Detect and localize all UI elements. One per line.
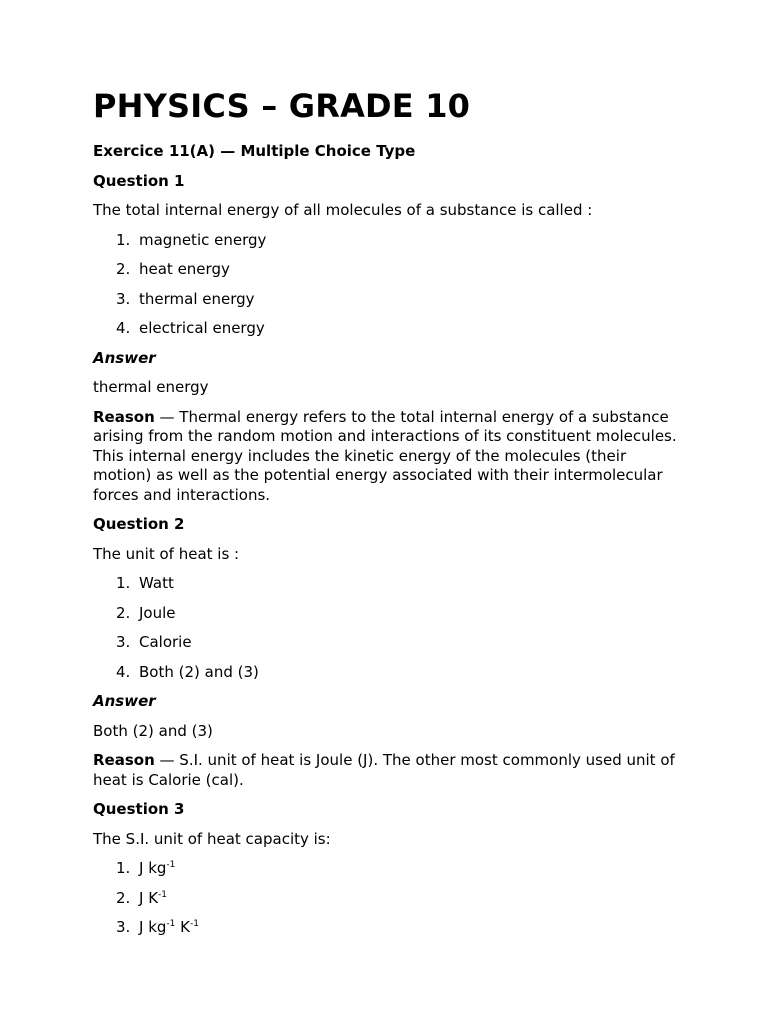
question-2-heading: Question 2 — [93, 515, 185, 533]
option-number: 1. — [116, 230, 131, 249]
option-number: 2. — [116, 888, 131, 907]
unit-base: K — [175, 918, 190, 936]
option-text: heat energy — [139, 260, 230, 278]
unit-base: J kg — [139, 859, 167, 877]
option-text: electrical energy — [139, 319, 265, 337]
question-3-heading: Question 3 — [93, 800, 185, 818]
unit-exponent: -1 — [166, 919, 176, 929]
option-number: 1. — [116, 574, 131, 592]
option-text: Joule — [139, 603, 176, 622]
question-1-options — [93, 231, 683, 339]
option-text: magnetic energy — [139, 230, 267, 249]
document-page — [93, 86, 683, 948]
page-title: PHYSICS – GRADE 10 — [93, 87, 471, 125]
option-item — [93, 604, 683, 624]
reason-text: — Thermal energy refers to the total internal energy of a substance arising from the random motion and interactions of its constituent molecules. This internal energy includes the kinetic energy of the molecules (their motion) as well as the potential energy associated with their intermolecular forces and interactions. — [93, 407, 677, 504]
option-item — [93, 633, 683, 653]
option-item — [93, 918, 683, 938]
option-text: Calorie — [139, 633, 192, 651]
unit-base: J K — [139, 888, 159, 907]
question-1-answer: thermal energy — [93, 378, 209, 396]
option-text: Both (2) and (3) — [139, 662, 259, 681]
option-item — [93, 290, 683, 310]
question-3-options — [93, 859, 683, 938]
option-number: 1. — [116, 859, 131, 877]
option-item — [93, 859, 683, 879]
question-1-reason — [93, 408, 683, 506]
question-2-reason — [93, 751, 683, 790]
option-item — [93, 319, 683, 339]
option-number: 4. — [116, 662, 131, 681]
reason-text: — S.I. unit of heat is Joule (J). The other most commonly used unit of heat is Calorie (cal). — [93, 751, 675, 789]
option-text: thermal energy — [139, 289, 255, 308]
option-item — [93, 889, 683, 909]
question-1-heading: Question 1 — [93, 171, 185, 190]
option-number: 4. — [116, 319, 131, 337]
reason-label: Reason — [93, 407, 155, 426]
question-2-answer: Both (2) and (3) — [93, 721, 213, 740]
option-text: Watt — [139, 574, 174, 592]
reason-label: Reason — [93, 751, 155, 769]
option-number: 3. — [116, 633, 131, 651]
option-item — [93, 663, 683, 683]
question-3-text: The S.I. unit of heat capacity is: — [93, 829, 331, 848]
unit-exponent: -1 — [158, 889, 168, 900]
question-2-answer-heading: Answer — [93, 692, 156, 710]
question-2-options — [93, 574, 683, 682]
question-2-text: The unit of heat is : — [93, 544, 240, 563]
option-item — [93, 231, 683, 251]
unit-exponent: -1 — [166, 860, 176, 870]
exercise-subtitle: Exercice 11(A) — Multiple Choice Type — [93, 142, 416, 160]
option-number: 3. — [116, 289, 131, 308]
option-item — [93, 260, 683, 280]
question-1-text: The total internal energy of all molecules of a substance is called : — [93, 201, 593, 219]
option-number: 2. — [116, 603, 131, 622]
option-item — [93, 574, 683, 594]
unit-exponent: -1 — [190, 919, 199, 929]
option-number: 3. — [116, 918, 131, 936]
unit-base: J kg — [139, 918, 167, 936]
question-1-answer-heading: Answer — [93, 348, 156, 367]
option-number: 2. — [116, 260, 131, 278]
